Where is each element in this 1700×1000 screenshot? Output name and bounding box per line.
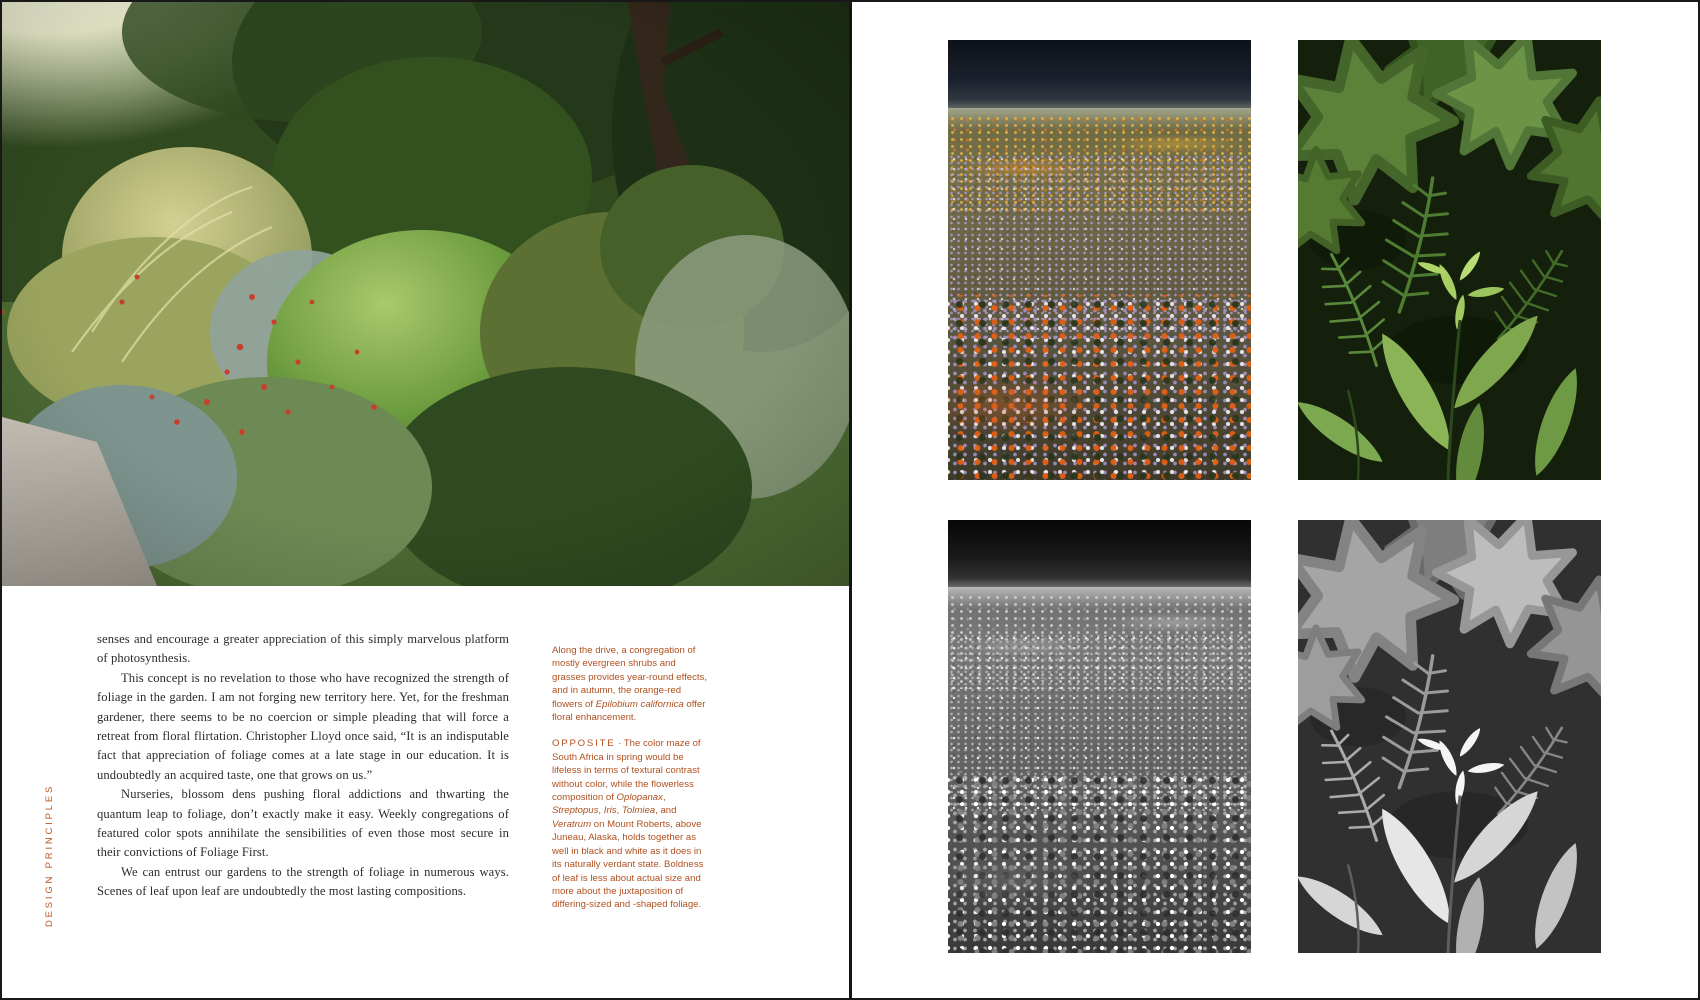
foreground-flower-band: [948, 771, 1251, 953]
running-head-design-principles: [44, 783, 58, 927]
foliage-art-bw: [1298, 520, 1601, 953]
wildflower-field-art-bw: [948, 520, 1251, 953]
body-paragraph: Nurseries, blossom dens pushing floral addictions and thwarting the quantum leap to foliage, don’t exactly make it easy. Weekly congregations of featured color spots annihilate the sensibilities of even those most secure in their convictions of Foliage First.: [97, 787, 509, 860]
garden-border-photo: [2, 2, 849, 586]
body-paragraph: This concept is no revelation to those who have recognized the strength of foliage in the garden. I am not forging new territory here. Yet, for the freshman gardener, there seems to be no coercion or simple pleading that will force a retreat from floral flirtation. Christopher Lloyd once said, “It is an indisputable fact that appreciation of foliage comes at a late stage in our education. It is undoubtedly an acquired taste, one that grows on us.”: [97, 670, 509, 782]
body-paragraph: We can entrust our gardens to the strength of foliage in numerous ways. Scenes of leaf upon leaf are undoubtedly the most lasting compositions.: [97, 864, 509, 899]
caption-drive-planting: Along the drive, a congregation of mostly evergreen shrubs and grasses provides year-round effects, and in autumn, the orange-red flowers of Epilobium californica offer floral enhancement.: [552, 645, 707, 724]
mountain-band: [948, 520, 1251, 589]
wildflower-field-photo-color: [948, 40, 1251, 480]
caption-opposite-photos: OPPOSITE · The color maze of South Africa in spring would be lifeless in terms of textural contrast without color, while the flowerless composition of Oplopanax, Streptopus, Iris, Tolmiea, and Veratrum on Mount Roberts, above Juneau, Alaska, holds together as well in black and white as it does in its naturally verdant state. Boldness of leaf is less about actual size and more about the juxtaposition of differing-sized and -shaped foliage.: [552, 738, 704, 911]
foliage-photo-bw: [1298, 520, 1601, 953]
body-text-column: [97, 630, 509, 902]
caption-column: [552, 644, 710, 925]
mountain-band: [948, 40, 1251, 110]
garden-photo-art: [2, 2, 849, 586]
foliage-photo-color: [1298, 40, 1601, 480]
wildflower-field-art: [948, 40, 1251, 480]
foreground-flower-band: [948, 295, 1251, 480]
body-paragraph: senses and encourage a greater appreciation of this simply marvelous platform of photosynthesis.: [97, 632, 509, 666]
wildflower-field-photo-bw: [948, 520, 1251, 953]
running-head-label: DESIGN PRINCIPLES: [44, 783, 55, 927]
foliage-art-color: [1298, 40, 1601, 480]
page-gutter-line: [849, 2, 852, 998]
